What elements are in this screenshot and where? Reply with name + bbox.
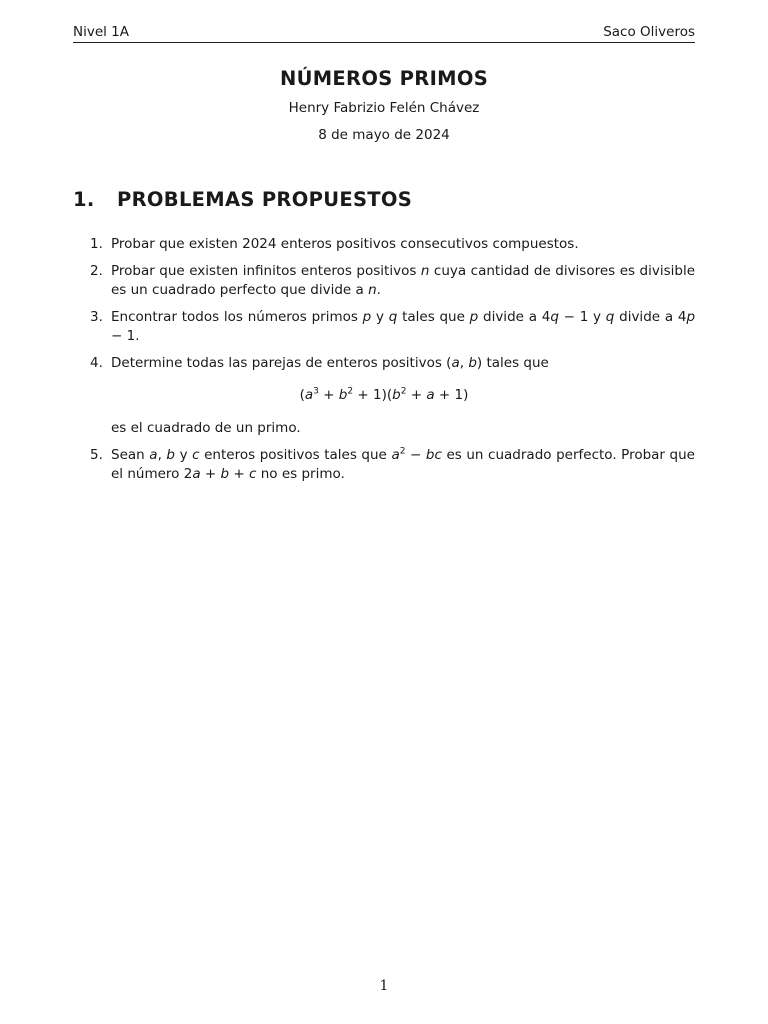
problem-text: Sean a, b y c enteros positivos tales que $a^2$ − bc es un cuadrado perfecto. Probar que el número 2a + b + c no es primo. [111,446,695,482]
title-block [73,66,695,144]
problem-number: 4. [90,355,103,371]
problem-number: 3. [90,309,103,325]
problem-item [73,262,695,300]
section-heading [73,187,412,213]
header-course-level: Nivel 1A [73,24,130,40]
document-title: NÚMEROS PRIMOS [279,67,489,90]
problem-text-continued: es el cuadrado de un primo. [111,420,301,436]
problem-item [73,308,695,346]
problem-item [73,235,695,254]
problem-number: 2. [90,263,103,279]
document-date: 8 de mayo de 2024 [318,127,450,143]
problem-list [73,235,695,492]
problem-text: Probar que existen 2024 enteros positivos consecutivos compuestos. [111,236,579,252]
problem-item [73,446,695,484]
header-institution: Saco Oliveros [603,24,695,40]
problem-item [73,354,695,438]
problem-text: Encontrar todos los números primos p y q tales que p divide a 4q − 1 y q divide a 4p − 1. [111,309,696,344]
problem-text: Probar que existen infinitos enteros positivos n cuya cantidad de divisores es divisible es un cuadrado perfecto que divide a n. [111,263,695,298]
section-number: 1. [73,188,95,211]
problem-text: Determine todas las parejas de enteros positivos (a, b) tales que [111,355,549,371]
section-title: PROBLEMAS PROPUESTOS [117,188,413,211]
display-formula: $(a^3 + b^2 + 1)(b^2 + a + 1)$ [299,386,469,403]
page-number: 1 [379,978,389,994]
problem-number: 5. [90,447,103,463]
problem-number: 1. [90,236,103,252]
document-author: Henry Fabrizio Felén Chávez [288,100,480,116]
running-header [73,22,695,43]
